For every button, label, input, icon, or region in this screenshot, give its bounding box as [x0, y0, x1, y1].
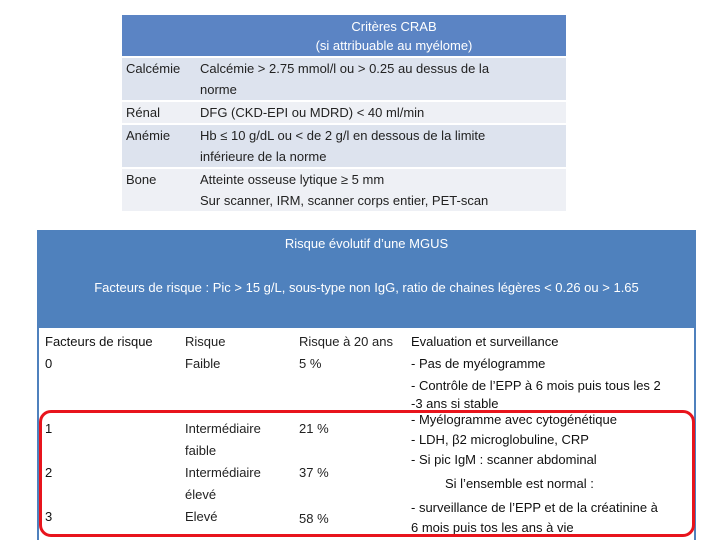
crab-value: Atteinte osseuse lytique ≥ 5 mm — [200, 172, 385, 187]
col-header-risk: Risque — [185, 334, 226, 349]
evaluation-high-risk — [411, 410, 695, 538]
evaluation-line: - Contrôle de l’EPP à 6 mois puis tous les 2 — [411, 378, 661, 393]
row-risk: Elevé — [185, 509, 218, 524]
row-risk20: 58 % — [299, 511, 329, 526]
crab-criteria-table — [122, 15, 566, 211]
crab-row-renal — [122, 100, 566, 123]
crab-value: Sur scanner, IRM, scanner corps entier, PET-scan — [200, 193, 489, 208]
crab-value: DFG (CKD-EPI ou MDRD) < 40 ml/min — [200, 105, 425, 120]
crab-value: Hb ≤ 10 g/dL ou < de 2 g/l en dessous de la limite — [200, 128, 486, 143]
row-factor: 1 — [45, 421, 53, 436]
crab-value: norme — [200, 82, 237, 97]
crab-header — [122, 15, 566, 56]
crab-value: inférieure de la norme — [200, 149, 327, 164]
crab-row-anemie — [122, 123, 566, 167]
col-header-evaluation: Evaluation et surveillance — [411, 334, 559, 349]
evaluation-line: - surveillance de l’EPP et de la créatinine à — [411, 500, 658, 515]
row-risk: Intermédiaire — [185, 421, 261, 436]
row-risk20: 5 % — [299, 356, 322, 371]
crab-label: Calcémie — [126, 61, 181, 76]
evaluation-normal-title: Si l’ensemble est normal : — [445, 476, 594, 491]
row-factor: 3 — [45, 509, 53, 524]
row-factor: 0 — [45, 356, 53, 371]
mgus-header — [37, 230, 696, 328]
mgus-risk-factors: Facteurs de risque : Pic > 15 g/L, sous-type non IgG, ratio de chaines légères < 0.26 ou > 1.65 — [94, 280, 639, 295]
crab-row-calcemie — [122, 56, 566, 100]
row-factor: 2 — [45, 465, 53, 480]
mgus-risk-table — [37, 328, 696, 540]
crab-title: Critères CRAB — [351, 19, 437, 34]
col-header-factors: Facteurs de risque — [45, 334, 153, 349]
crab-label: Bone — [126, 172, 157, 187]
crab-label: Rénal — [126, 105, 160, 120]
row-risk: élevé — [185, 487, 217, 502]
crab-subtitle: (si attribuable au myélome) — [315, 38, 473, 53]
crab-value: Calcémie > 2.75 mmol/l ou > 0.25 au dessus de la — [200, 61, 490, 76]
row-risk: Intermédiaire — [185, 465, 261, 480]
col-header-risk20: Risque à 20 ans — [299, 334, 393, 349]
evaluation-line: - Pas de myélogramme — [411, 356, 546, 371]
crab-row-bone — [122, 167, 566, 211]
evaluation-line: 6 mois puis tos les ans à vie — [411, 520, 574, 535]
row-risk: Faible — [185, 356, 221, 371]
evaluation-line: - LDH, β2 microglobuline, CRP — [411, 432, 589, 447]
evaluation-line: - Myélogramme avec cytogénétique — [411, 412, 617, 427]
row-risk20: 21 % — [299, 421, 329, 436]
evaluation-line: - Si pic IgM : scanner abdominal — [411, 452, 597, 467]
row-risk20: 37 % — [299, 465, 329, 480]
evaluation-low-risk — [411, 353, 695, 411]
crab-label: Anémie — [126, 128, 171, 143]
evaluation-line: -3 ans si stable — [411, 396, 499, 411]
row-risk: faible — [185, 443, 217, 458]
mgus-title: Risque évolutif d’une MGUS — [284, 236, 449, 251]
